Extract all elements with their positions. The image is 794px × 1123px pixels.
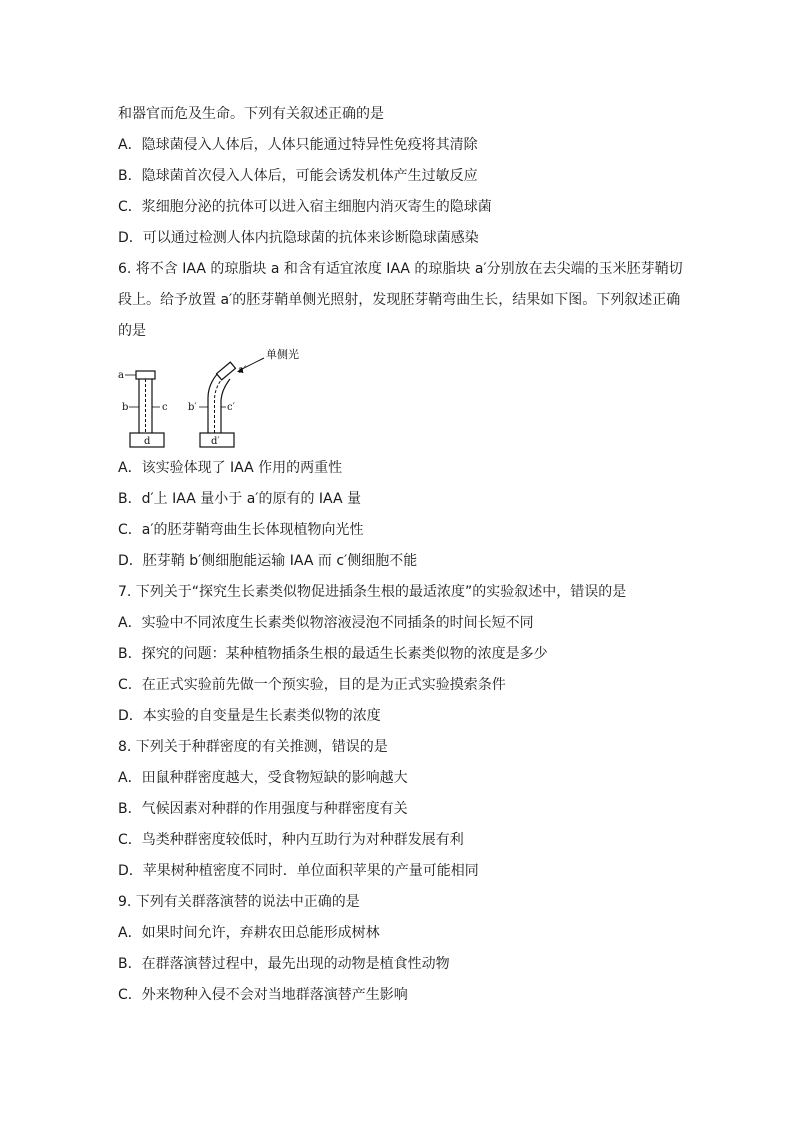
q7-option-d: D．本实验的自变量是生长素类似物的浓度 <box>118 708 381 724</box>
q5-option-c: C．浆细胞分泌的抗体可以进入宿主细胞内消灭寄生的隐球菌 <box>118 199 492 215</box>
label-b: b <box>122 402 129 413</box>
right-coleoptile <box>188 347 299 447</box>
q5-option-b: B．隐球菌首次侵入人体后，可能会诱发机体产生过敏反应 <box>118 168 478 184</box>
label-c: c <box>162 402 168 413</box>
label-c-prime: c′ <box>227 402 235 413</box>
light-label: 单侧光 <box>266 348 299 361</box>
q6-option-b: B．d′上 IAA 量小于 a′的原有的 IAA 量 <box>118 491 362 507</box>
q9-stem: 9. 下列有关群落演替的说法中正确的是 <box>118 894 360 910</box>
label-a: a <box>118 370 124 381</box>
q6-stem-line-3: 的是 <box>118 323 146 339</box>
q7-stem: 7. 下列关于“探究生长素类似物促进插条生根的最适浓度”的实验叙述中，错误的是 <box>118 584 627 600</box>
label-d: d <box>144 436 151 447</box>
label-a-prime: a′ <box>238 365 247 376</box>
q7-option-a: A．实验中不同浓度生长素类似物溶液浸泡不同插条的时间长短不同 <box>118 615 534 631</box>
q6-stem-line-1: 6. 将不含 IAA 的琼脂块 a 和含有适宜浓度 IAA 的琼脂块 a′分别放在去尖端的玉米胚芽鞘切 <box>118 261 683 277</box>
q6-option-a: A．该实验体现了 IAA 作用的两重性 <box>118 460 343 476</box>
q9-option-c: C．外来物种入侵不会对当地群落演替产生影响 <box>118 987 408 1003</box>
q5-option-d: D．可以通过检测人体内抗隐球菌的抗体来诊断隐球菌感染 <box>118 230 479 246</box>
label-d-prime: d′ <box>211 436 220 447</box>
q8-option-b: B．气候因素对种群的作用强度与种群密度有关 <box>118 801 408 817</box>
q8-option-d: D．苹果树种植密度不同时．单位面积苹果的产量可能相同 <box>118 863 479 879</box>
q5-option-a: A．隐球菌侵入人体后，人体只能通过特异性免疫将其清除 <box>118 137 478 153</box>
coleoptile-figure <box>116 343 316 453</box>
right-agar-block-a-prime <box>217 362 236 380</box>
q9-option-b: B．在群落演替过程中，最先出现的动物是植食性动物 <box>118 956 450 972</box>
q9-option-a: A．如果时间允许，弃耕农田总能形成树林 <box>118 925 380 941</box>
q7-option-c: C．在正式实验前先做一个预实验，目的是为正式实验摸索条件 <box>118 677 506 693</box>
q6-option-d: D．胚芽鞘 b′侧细胞能运输 IAA 而 c′侧细胞不能 <box>118 553 418 569</box>
intro-line: 和器官而危及生命。下列有关叙述正确的是 <box>118 106 384 122</box>
q8-option-c: C．鸟类种群密度较低时，种内互助行为对种群发展有利 <box>118 832 464 848</box>
left-coleoptile <box>118 370 168 447</box>
q6-option-c: C．a′的胚芽鞘弯曲生长体现植物向光性 <box>118 522 364 538</box>
q8-option-a: A．田鼠种群密度越大，受食物短缺的影响越大 <box>118 770 408 786</box>
label-b-prime: b′ <box>188 402 197 413</box>
q7-option-b: B．探究的问题：某种植物插条生根的最适生长素类似物的浓度是多少 <box>118 646 548 662</box>
left-agar-block-a <box>136 371 155 379</box>
q6-stem-line-2: 段上。给予放置 a′的胚芽鞘单侧光照射，发现胚芽鞘弯曲生长，结果如下图。下列叙述正确 <box>118 292 681 308</box>
q8-stem: 8. 下列关于种群密度的有关推测，错误的是 <box>118 739 388 755</box>
